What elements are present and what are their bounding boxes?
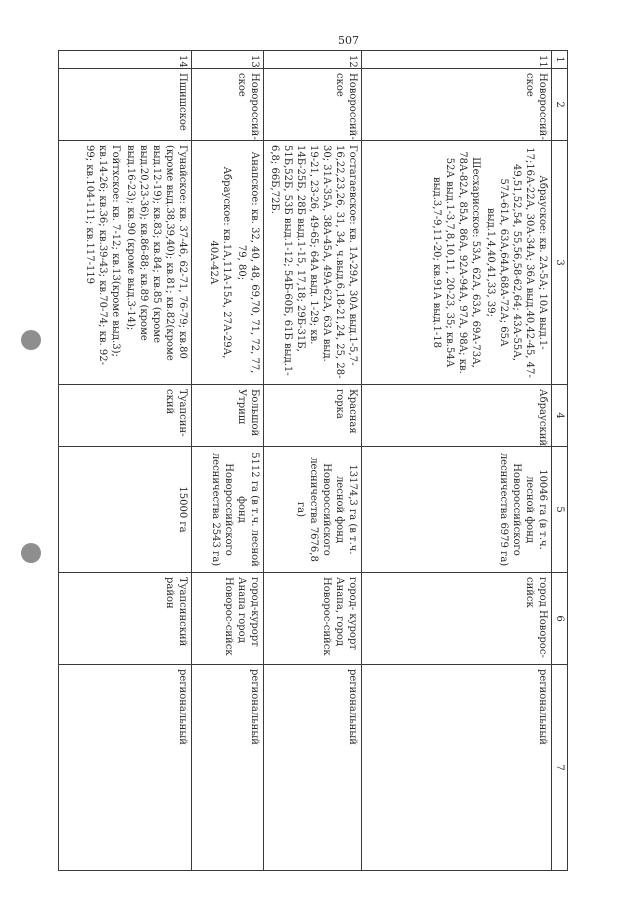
quarters-cell (362, 141, 552, 385)
quarters-cell (264, 141, 362, 385)
row-number: 13 (192, 51, 264, 69)
punch-hole-mark (21, 330, 41, 350)
forestry-name: Пшишское (59, 69, 192, 141)
column-header: 1 (552, 51, 568, 69)
forestry-name: Новороссий-ское (192, 69, 264, 141)
column-header: 5 (552, 447, 568, 573)
significance-cell: региональный (362, 665, 552, 871)
column-number-row (552, 51, 568, 871)
municipality-cell: Туапсинский район (59, 573, 192, 665)
rotated-table-wrapper (58, 50, 568, 870)
column-header: 4 (552, 385, 568, 447)
significance-cell: региональный (264, 665, 362, 871)
area-cell: 5112 га (в т.ч. лесной фонд Новороссийского лесничества 2543 га) (192, 447, 264, 573)
row-number: 11 (362, 51, 552, 69)
significance-cell: региональный (192, 665, 264, 871)
quarters-cell (192, 141, 264, 385)
column-header: 3 (552, 141, 568, 385)
table-row (264, 51, 362, 871)
district-forestry: Туапсин-ский (59, 385, 192, 447)
quarters-text: Гойтхское: кв. 7-12; кв.13(кроме выд.3); кв.14-26; кв.36; кв.39-43; кв.70-74; кв. 92-99; кв.104-111; кв.117-119 (84, 145, 121, 365)
punch-hole-mark (21, 543, 41, 563)
table-row (362, 51, 552, 871)
forest-district-table (58, 50, 568, 871)
quarters-cell (59, 141, 192, 385)
table-row (192, 51, 264, 871)
area-cell: 10046 га (в т.ч. лесной фонд Новороссийского лесничества 6979 га) (362, 447, 552, 573)
quarters-text: Шесхарисское: 53А, 62А, 63А, 69А-73А, 78А-82А, 85А, 86А, 92А-94А, 97А, 98А; кв. 52А выд.1-3,7,8,10,11, 20-23, 35; кв.54А выд.3,7-9,11-20; кв.91А выд.1-18 (431, 151, 481, 374)
district-forestry: Красная горка (264, 385, 362, 447)
district-forestry: Абрауский (362, 385, 552, 447)
significance-cell: региональный (59, 665, 192, 871)
quarters-text: Гостагаевское: кв. 1А-29А, 30А выд.1-5,7-16,22,23,26, 31, 34, ч.выд.6,18-21,24, 25, 28-30; 31А-35А, 38А-45А, 49А-62А, 63А выд. 19-21, 23-26, 49-65; 64А выд. 1-29; кв. 14Б-25Б, 28Б выд.1-15, 17,18; 29Б-31Б, 51Б,52Б, 53Б выд.1-12; 54Б-60Б, 61Б выд.1-6,8; 66Б,72Б. (269, 145, 358, 379)
row-number: 12 (264, 51, 362, 69)
forestry-name: Новороссий-ское (264, 69, 362, 141)
quarters-text: Абрауское: кв. 2А-5А; 10А выд.1-17;16А-22А, 30А-34А; 36А выд.40,42-45, 47-49,51,52,54, 55,56,58-62,64; 43А-55А, 57А-61А, 63А,64А,68А-72А; 65А выд.1,4,40,41,33, 39; (485, 147, 548, 378)
table-row (59, 51, 192, 871)
page-number: 507 (338, 34, 359, 47)
municipality-cell: город- курорт Анапа, город Новорос-сийск (264, 573, 362, 665)
municipality-cell: город-курорт Анапа город Новорос-сийск (192, 573, 264, 665)
column-header: 2 (552, 69, 568, 141)
row-number: 14 (59, 51, 192, 69)
district-forestry: Большой Утриш (192, 385, 264, 447)
column-header: 7 (552, 665, 568, 871)
quarters-text: Абрауское: кв.1А,11А-15А, 27А-29А, 40А-42А (208, 166, 232, 359)
column-header: 6 (552, 573, 568, 665)
area-cell: 15000 га (59, 447, 192, 573)
municipality-cell: город Новорос-сийск (362, 573, 552, 665)
area-cell: 13174,3 га (в т.ч. лесной фонд Новороссийского лесничества 7676,8 га) (264, 447, 362, 573)
forestry-name: Новороссий-ское (362, 69, 552, 141)
quarters-text: Анапское: кв. 32, 40, 48, 69,70, 71, 72, 77, 79, 80; (236, 151, 260, 374)
quarters-text: Гунайское: кв. 37-46, 62-71, 76-79; кв.80 (кроме выд.38,39,40); кв.81; кв.82(кроме выд.12-19); кв.83; кв.84; кв.85 (кроме выд.20,23-36); кв.86-88; кв.89 (кроме выд.16-23); кв.90 (кроме выд.3-14); (125, 145, 188, 361)
